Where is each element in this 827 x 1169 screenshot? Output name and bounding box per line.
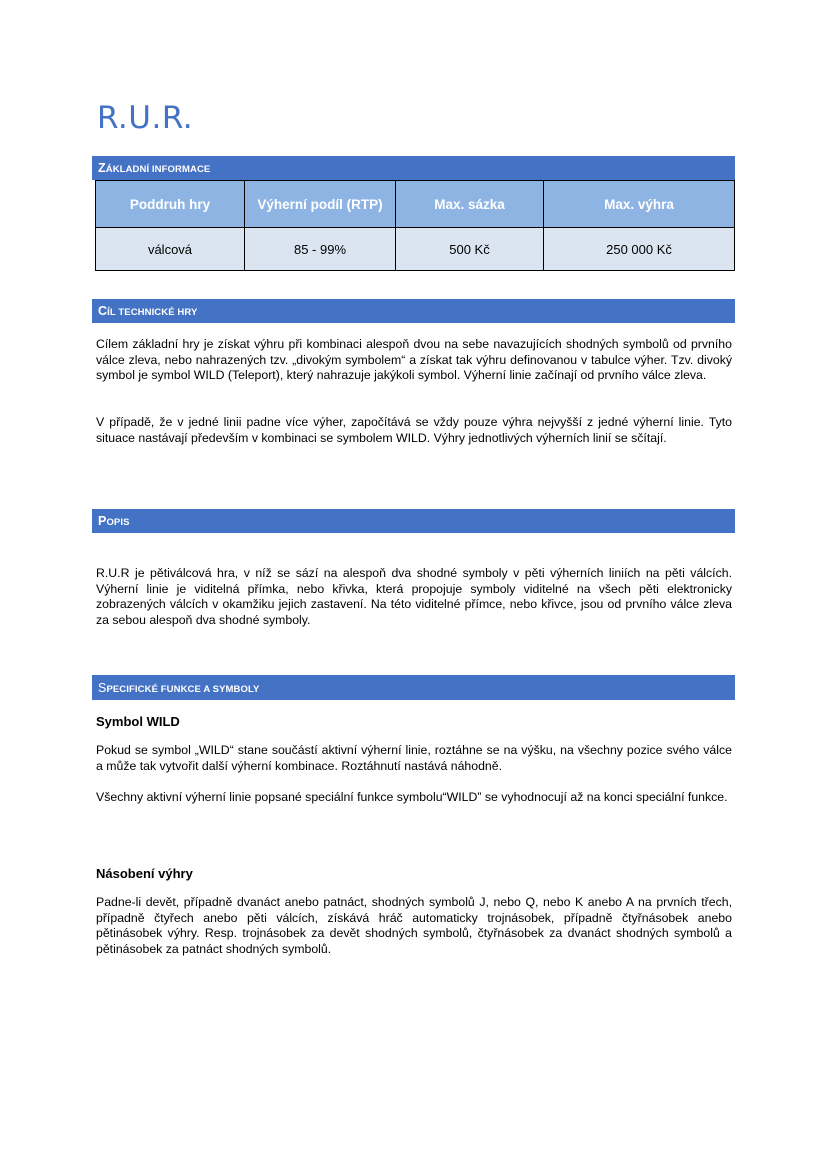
section-header-basic-info [92, 156, 735, 180]
goal-paragraph-1: Cílem základní hry je získat výhru při kombinaci alespoň dvou na sebe navazujících shodných symbolů od prvního válce zleva, nebo nahrazených tzv. „divokým symbolem“ a získat tak výhru definovanou v tabulce výher. Tzv. divoký symbol je symbol WILD (Teleport), který nahrazuje jakýkoli symbol. Výherní linie začínají od prvního válce zleva. [96, 337, 732, 382]
column-header-subtype: Poddruh hry [96, 181, 245, 228]
goal-paragraph-2: V případě, že v jedné linii padne více výher, započítává se vždy pouze výhra nejvyšší z jedné výherní linie. Tyto situace nastávají především v kombinaci se symbolem WILD. Výhry jednotlivých výherních linií se sčítají. [96, 415, 732, 445]
table-row [96, 228, 735, 271]
section-header-goal [92, 299, 735, 323]
column-header-max-bet: Max. sázka [396, 181, 544, 228]
cell-rtp: 85 - 99% [245, 228, 396, 271]
cell-max-bet: 500 Kč [396, 228, 544, 271]
multiplier-title: Násobení výhry [96, 866, 193, 881]
section-header-cap: P [98, 514, 107, 528]
cell-max-win: 250 000 Kč [544, 228, 735, 271]
description-paragraph: R.U.R je pětiválcová hra, v níž se sází na alespoň dva shodné symboly v pěti výherních liniích na pěti válcích. Výherní linie je viditelná přímka, nebo křivka, která propojuje symboly viditelné na všech pěti elektronicky zobrazených válcích v okamžiku jejich zastavení. Na této viditelné přímce, nebo křivce, jsou od prvního válce zleva za sebou alespoň dva shodné symboly. [96, 566, 732, 627]
document-title: R.U.R. [97, 100, 194, 136]
table-header-row [96, 181, 735, 228]
column-header-max-win: Max. výhra [544, 181, 735, 228]
section-header-rest: ÍL TECHNICKÉ HRY [107, 307, 198, 318]
wild-paragraph-2: Všechny aktivní výherní linie popsané speciální funkce symbolu“WILD” se vyhodnocují až na konci speciální funkce. [96, 790, 728, 804]
section-header-cap: S [98, 681, 107, 695]
section-header-features [92, 675, 735, 700]
section-header-cap: Z [98, 161, 106, 175]
column-header-rtp: Výherní podíl (RTP) [245, 181, 396, 228]
multiplier-paragraph: Padne-li devět, případně dvanáct anebo patnáct, shodných symbolů J, nebo Q, nebo K anebo A na prvních třech, případně čtyřech anebo pěti válcích, získává hráč automaticky trojnásobek, případně čtyřnásobek anebo pětinásobek výhry. Resp. trojnásobek za devět shodných symbolů, čtyřnásobek za dvanáct shodných symbolů a pětinásobek za patnáct shodných symbolů. [96, 895, 732, 956]
section-header-rest: PECIFICKÉ FUNKCE A SYMBOLY [106, 684, 260, 695]
section-header-rest: OPIS [106, 517, 130, 528]
cell-subtype: válcová [96, 228, 245, 271]
wild-symbol-title: Symbol WILD [96, 714, 180, 729]
section-header-cap: C [98, 304, 108, 318]
basic-info-table [95, 180, 735, 271]
section-header-rest: ÁKLADNÍ INFORMACE [105, 164, 211, 175]
section-header-description [92, 509, 735, 533]
wild-paragraph-1: Pokud se symbol „WILD“ stane součástí aktivní výherní linie, roztáhne se na výšku, na všechny pozice svého válce a může tak vytvořit další výherní kombinace. Roztáhnutí nastává náhodně. [96, 743, 732, 773]
